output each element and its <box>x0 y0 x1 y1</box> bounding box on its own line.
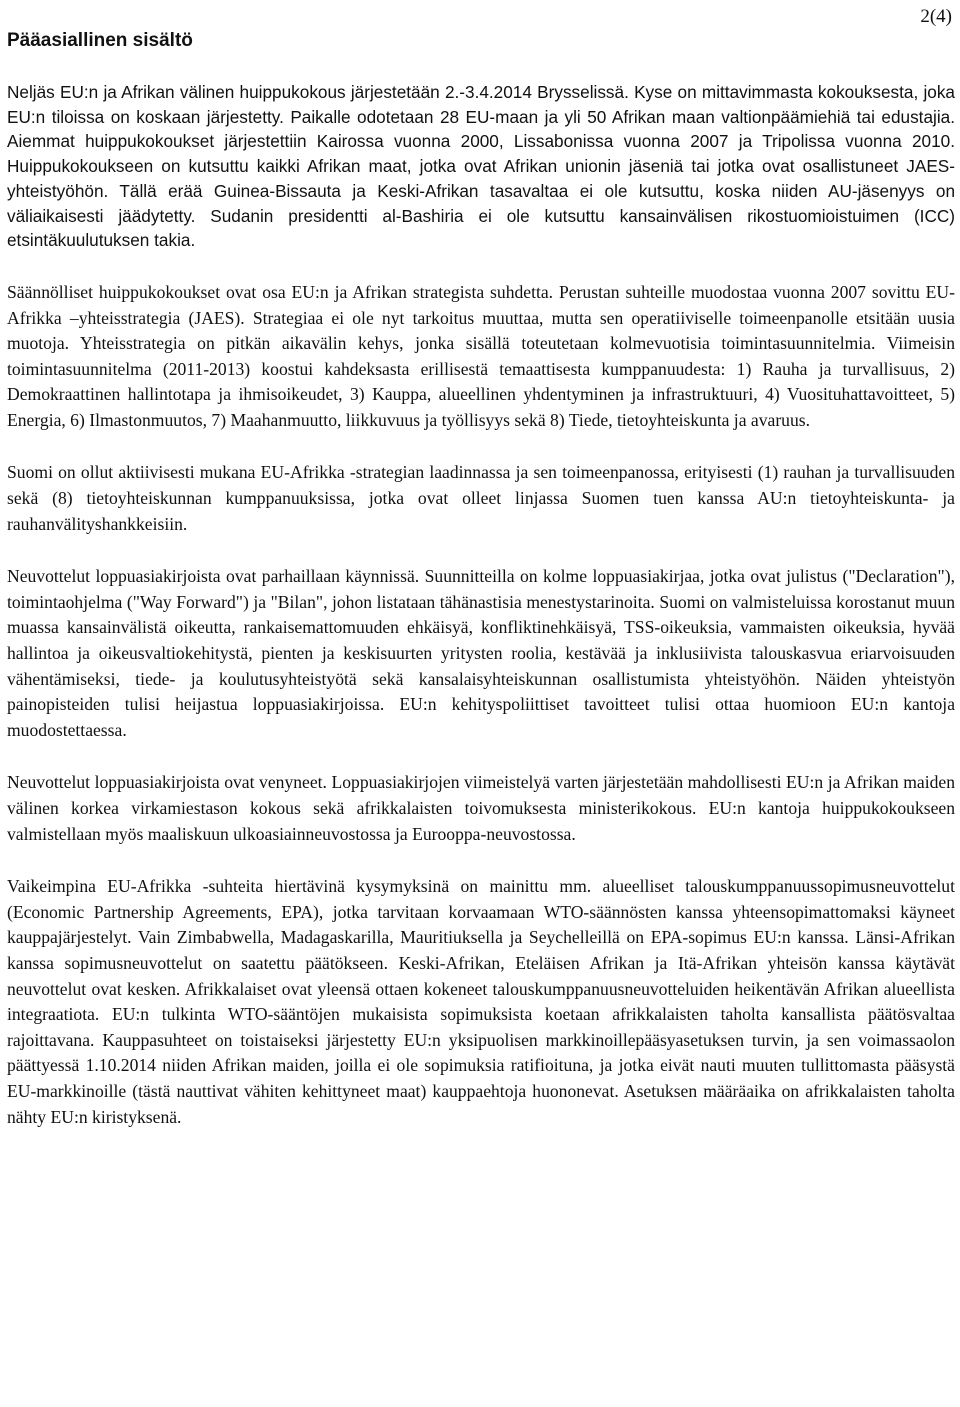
paragraph-text: Neljäs EU:n ja Afrikan välinen huippukokous järjestetään 2.-3.4.2014 Brysselissä. Kyse on mittavimmasta kokouksesta, joka EU:n tiloissa on koskaan järjestetty. Paikalle odotetaan 28 EU-maan ja yli 50 Afrikan maan valtionpäämiehiä tai edustajia. Aiemmat huippukokoukset järjestettiin Kairossa vuonna 2000, Lissabonissa vuonna 2007 ja Tripolissa vuonna 2010. Huippukokoukseen on kutsuttu kaikki Afrikan maat, jotka ovat Afrikan unionin jäseniä tai jotka ovat osallistuneet JAES-yhteistyöhön. <box>7 82 955 201</box>
paragraph-summit-intro <box>7 80 955 253</box>
paragraph-text: Tällä erää Guinea-Bissauta ja Keski-Afrikan tasavaltaa ei ole kutsuttu, koska niiden AU-jäsenyys on väliaikaisesti jäädytetty. Sudanin presidentti al-Bashiria ei ole kutsuttu kansainvälisen rikostuomioistuimen (ICC) etsintäkuulutuksen takia. <box>7 180 955 251</box>
paragraph-text: Neuvottelut loppuasiakirjoista ovat venyneet. Loppuasiakirjojen viimeistelyä varten järjestetään mahdollisesti EU:n ja Afrikan maiden välinen korkea virkamiestason kokous sekä afrikkalaisten toivomuksesta ministerikokous. EU:n kantoja huippukokoukseen valmistellaan myös maaliskuun ulkoasiainneuvostossa ja Eurooppa-neuvostossa. <box>7 772 955 844</box>
paragraph-text: Suomi on ollut aktiivisesti mukana EU-Afrikka -strategian laadinnassa ja sen toimeenpanossa, erityisesti (1) rauhan ja turvallisuuden sekä (8) tietoyhteiskunnan kumppanuuksissa, jotka ovat olleet linjassa Suomen tuen kanssa AU:n tietoyhteiskunta- ja rauhanvälityshankkeisiin. <box>7 462 955 534</box>
paragraph-negotiations <box>7 564 955 743</box>
paragraph-text: Vaikeimpina EU-Afrikka -suhteita hiertävinä kysymyksinä on mainittu mm. alueelliset talouskumppanuussopimusneuvottelut (Economic Partnership Agreements, EPA), jotka tarvitaan korvaamaan WTO-säännösten kanssa yhteensopimattomaksi käyneet kauppajärjestelyt. Vain Zimbabwella, Madagaskarilla, Mauritiuksella ja Seychelleillä on EPA-sopimus EU:n kanssa. Länsi-Afrikan kanssa sopimusneuvottelut on saatettu päätökseen. Keski-Afrikan, Eteläisen Afrikan ja Itä-Afrikan yhteisön kanssa käytävät neuvottelut ovat kesken. Afrikkalaiset ovat yleensä ottaen kokeneet talouskumppanuusneuvotteluiden heikentävän Afrikan alueellista integraatiota. EU:n tulkinta WTO-sääntöjen mukaisista sopimuksista koetaan afrikkalaisten taholta kansallista päätösvaltaa rajoittavana. Kauppasuhteet on toistaiseksi järjestetty EU:n yksipuolisen markkinoillepääsyasetuksen turvin, ja sen voimassaolon päättyessä 1.10.2014 niiden Afrikan maiden, joilla ei ole sopimuksia ratifioituna, ja jotka eivät nauti muuten tullittomasta pääsystä EU-markkinoille (tästä nauttivat vähiten kehittyneet maat) kauppaehtoja huononevat. Asetuksen määräaika on afrikkalaisten taholta nähty EU:n kiristyksenä. <box>7 876 955 1127</box>
paragraph-strategy <box>7 280 955 434</box>
section-heading: Pääasiallinen sisältö <box>7 30 193 51</box>
paragraph-trade-issues <box>7 874 955 1130</box>
paragraph-finland-role <box>7 460 955 537</box>
paragraph-text: Säännölliset huippukokoukset ovat osa EU:n ja Afrikan strategista suhdetta. Perustan suhteille muodostaa vuonna 2007 sovittu EU- Afrikka –yhteisstrategia (JAES). Strategiaa ei ole nyt tarkoitus muuttaa, mutta sen operatiiviselle toimeenpanolle etsitään uusia muotoja. Yhteisstrategia on pitkän aikavälin kehys, jonka sisällä toteutetaan kolmevuotisia toimintasuunnitelmia. Viimeisin toimintasuunnitelma (2011-2013) koostui kahdeksasta erillisestä temaattisesta kumppanuudesta: 1) Rauha ja turvallisuus, 2) Demokraattinen hallintotapa ja ihmisoikeudet, 3) Kauppa, alueellinen yhdentyminen ja infrastruktuuri, 4) Vuosituhattavoitteet, 5) Energia, 6) Ilmastonmuutos, 7) Maahanmuutto, liikkuvuus ja työllisyys sekä 8) Tiede, tietoyhteiskunta ja avaruus. <box>7 281 955 430</box>
page-number: 2(4) <box>920 6 952 27</box>
document-body <box>7 80 955 1157</box>
paragraph-text: Neuvottelut loppuasiakirjoista ovat parhaillaan käynnissä. Suunnitteilla on kolme loppuasiakirjaa, jotka ovat julistus ("Declaration"), toimintaohjelma ("Way Forward") ja "Bilan", johon listataan tähänastisia menestystarinoita. Suomi on valmisteluissa korostanut muun muassa kansainvälistä oikeutta, rankaisemattomuuden ehkäisyä, konfliktinehkäisyä, TSS-oikeuksia, vammaisten oikeuksia, hyvää hallintoa ja oikeusvaltiokehitystä, pienten ja keskisuurten yritysten roolia, kestävää ja inklusiivista talouskasvua eriarvoisuuden vähentämiseksi, tiede- ja koulutusyhteistyötä sekä kansalaisyhteiskunnan osallistumista yhteistyöhön. Näiden yhteistyön painopisteiden tulisi heijastua loppuasiakirjoissa. EU:n kehityspoliittiset tavoitteet tulisi ottaa huomioon EU:n kantoja muodostettaessa. <box>7 566 955 740</box>
paragraph-negotiations-delayed <box>7 770 955 847</box>
